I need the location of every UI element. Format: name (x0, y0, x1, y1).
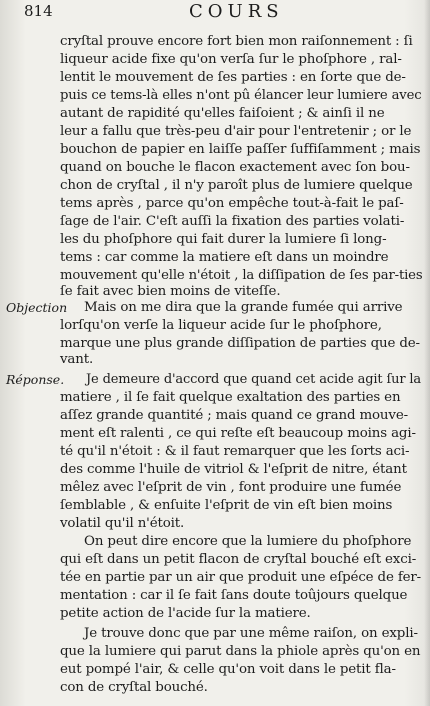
text-line: puis ce tems-là elles n'ont pû élancer leur lumiere avec (60, 88, 422, 103)
text-line: lentit le mouvement de ſes parties : en ſorte que de- (60, 70, 406, 85)
text-line: quand on bouche le flacon exactement avec ſon bou- (60, 160, 410, 175)
text-line: On peut dire encore que la lumiere du phoſphore (84, 534, 412, 549)
text-line: les du phoſphore qui fait durer la lumiere ſi long- (60, 232, 387, 247)
page-number: 814 (24, 2, 53, 20)
text-line: leur a fallu que très-peu d'air pour l'entretenir ; or le (60, 124, 412, 139)
text-line: des comme l'huile de vitriol & l'eſprit de nitre, étant (60, 462, 407, 477)
text-line: petite action de l'acide ſur la matiere. (60, 606, 311, 621)
text-line: autant de rapidité qu'elles faiſoient ; & ainſi il ne (60, 106, 385, 121)
text-line: mentation : car il ſe fait ſans doute toûjours quelque (60, 588, 408, 603)
text-line: bouchon de papier en laiſſe paſſer ſuffiſamment ; mais (60, 142, 421, 157)
text-line: té qu'il n'étoit : & il faut remarquer que les ſorts aci- (60, 444, 410, 459)
text-line: Je demeure d'accord que quand cet acide agit ſur la (86, 372, 422, 387)
text-line: volatil qu'il n'étoit. (60, 516, 185, 531)
text-line: qui eſt dans un petit flacon de cryſtal bouché eſt exci- (60, 552, 417, 567)
text-line: tems : car comme la matiere eſt dans un moindre (60, 250, 389, 265)
page-edge-shadow (424, 0, 430, 706)
text-line: chon de cryſtal , il n'y paroît plus de lumiere quelque (60, 178, 413, 193)
text-line: lorſqu'on verſe la liqueur acide ſur le phoſphore, (60, 318, 382, 333)
text-line: mouvement qu'elle n'étoit , la diſſipation de ſes par-ties (60, 268, 423, 283)
text-line: cryſtal prouve encore fort bien mon raiſonnement : ſi (60, 34, 413, 49)
text-line: tems après , parce qu'on empêche tout-à-fait le paſ- (60, 196, 404, 211)
text-line: Je trouve donc que par une même raiſon, on expli- (84, 626, 418, 641)
running-title: COURS (189, 1, 284, 22)
text-line: eut pompé l'air, & celle qu'on voit dans le petit fla- (60, 662, 396, 677)
page-header (24, 2, 424, 24)
text-line: ſage de l'air. C'eſt auſſi la fixation des parties volati- (60, 214, 405, 229)
text-line: ſemblable , & enſuite l'eſprit de vin eſt bien moins (60, 498, 393, 513)
text-line: matiere , il ſe fait quelque exaltation des parties en (60, 390, 401, 405)
text-line: mêlez avec l'eſprit de vin , font produire une fumée (60, 480, 402, 495)
text-line: Mais on me dira que la grande fumée qui arrive (84, 300, 403, 315)
margin-note-reponse: Réponse. (6, 372, 65, 387)
text-line: ſe fait avec bien moins de viteſſe. (60, 284, 281, 299)
text-line: que la lumiere qui parut dans la phiole après qu'on en (60, 644, 421, 659)
text-line: ment eſt ralenti , ce qui reſte eſt beaucoup moins agi- (60, 426, 416, 441)
text-line: aſſez grande quantité ; mais quand ce grand mouve- (60, 408, 408, 423)
text-line: con de cryſtal bouché. (60, 680, 208, 695)
margin-note-objection: Objection (6, 300, 68, 315)
text-line: liqueur acide fixe qu'on verſa ſur le phoſphore , ral- (60, 52, 402, 67)
text-line: tée en partie par un air que produit une eſpéce de fer- (60, 570, 422, 585)
text-line: marque une plus grande diſſipation de parties que de- (60, 336, 420, 351)
text-line: vant. (60, 352, 94, 367)
